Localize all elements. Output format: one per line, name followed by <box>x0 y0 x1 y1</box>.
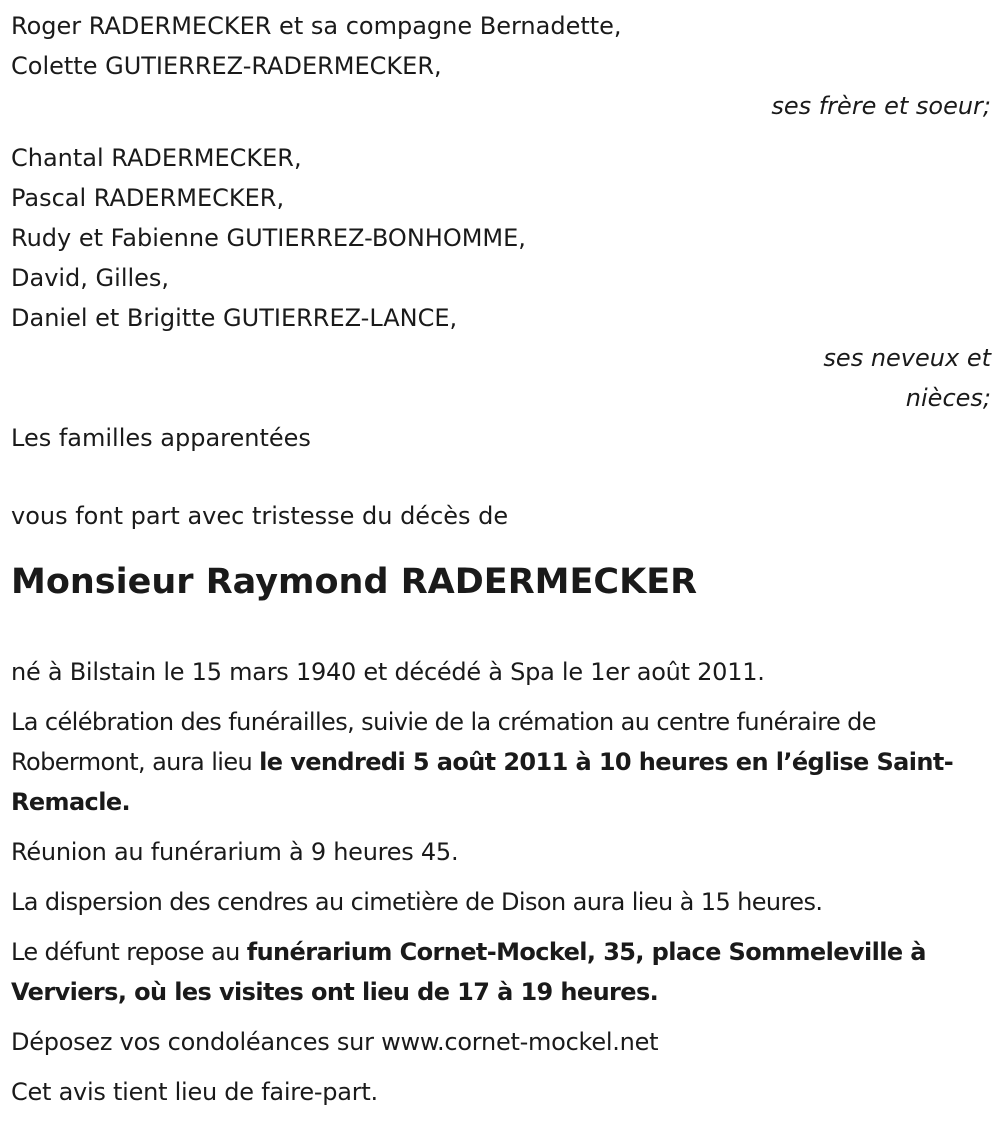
obituary-notice <box>11 6 991 1122</box>
birth-death-line: né à Bilstain le 15 mars 1940 et décédé à Spa le 1er août 2011. <box>11 658 765 686</box>
ceremony-date-place: le vendredi 5 août 2011 à 10 heures en l’église Saint-Remacle. <box>11 748 954 816</box>
nephew-line: Pascal RADERMECKER, <box>11 184 285 212</box>
ceremony-paragraph <box>11 702 991 822</box>
repose-paragraph <box>11 932 991 1012</box>
deceased-name: Monsieur Raymond RADERMECKER <box>11 562 698 602</box>
notice-line: Cet avis tient lieu de faire-part. <box>11 1078 378 1106</box>
condolences-line: Déposez vos condoléances sur www.cornet-mockel.net <box>11 1028 659 1056</box>
ceremony-text: La célébration des funérailles, suivie de la crémation au centre funéraire de Robermont, aura lieu <box>11 708 876 776</box>
nephew-line: David, Gilles, <box>11 264 170 292</box>
meeting-line: Réunion au funérarium à 9 heures 45. <box>11 838 459 866</box>
sibling-line: Roger RADERMECKER et sa compagne Bernadette, <box>11 12 622 40</box>
sibling-line: Colette GUTIERREZ-RADERMECKER, <box>11 52 442 80</box>
repose-location: funérarium Cornet-Mockel, 35, place Sommeleville à Verviers, où les visites ont lieu de 17 à 19 heures. <box>11 938 926 1006</box>
ashes-line: La dispersion des cendres au cimetière de Dison aura lieu à 15 heures. <box>11 888 823 916</box>
nephew-line: Rudy et Fabienne GUTIERREZ-BONHOMME, <box>11 224 526 252</box>
repose-text: Le défunt repose au <box>11 938 247 966</box>
nephews-role-line-2: nièces; <box>905 384 991 412</box>
announcement-line: vous font part avec tristesse du décès de <box>11 502 509 530</box>
nephew-line: Chantal RADERMECKER, <box>11 144 302 172</box>
relatives-line: Les familles apparentées <box>11 424 311 452</box>
nephew-line: Daniel et Brigitte GUTIERREZ-LANCE, <box>11 304 458 332</box>
nephews-role-line-1: ses neveux et <box>823 344 991 372</box>
siblings-role: ses frère et soeur; <box>771 92 991 120</box>
